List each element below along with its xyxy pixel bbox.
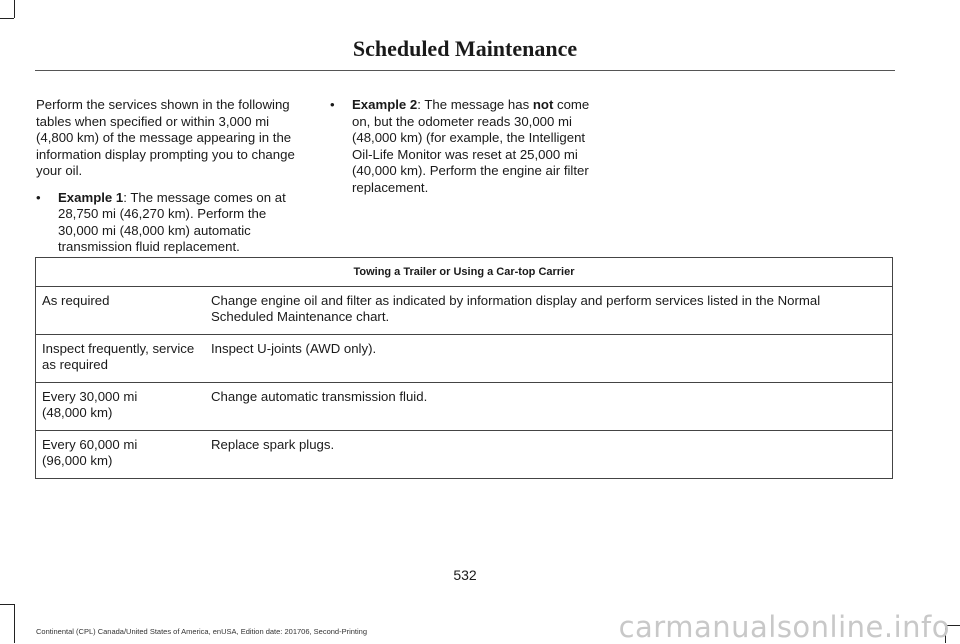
intro-paragraph: Perform the services shown in the following tables when specified or within 3,000 mi (4,800 km) of the message appearing in the information display prompting you to change your oil. [36, 97, 295, 178]
crop-mark [0, 18, 14, 19]
table-row [36, 430, 893, 478]
list-item [36, 190, 308, 256]
action-cell: Replace spark plugs. [205, 430, 893, 478]
example-label: Example 2 [352, 97, 418, 112]
right-column [330, 97, 602, 204]
bullet: • [36, 189, 41, 205]
maintenance-table [35, 257, 893, 479]
footer-text: Continental (CPL) Canada/United States of America, enUSA, Edition date: 201706, Second-Printing [36, 627, 368, 636]
example-text: : The message has [417, 97, 533, 112]
interval-cell: Inspect frequently, service as required [36, 334, 206, 382]
table-row [36, 334, 893, 382]
table-title: Towing a Trailer or Using a Car-top Carrier [36, 258, 893, 287]
crop-mark [14, 0, 15, 18]
table-row [36, 286, 893, 334]
example-list [36, 190, 308, 256]
emphasis-not: not [532, 97, 554, 112]
action-cell: Change engine oil and filter as indicated by information display and perform services listed in the Normal Scheduled Maintenance chart. [205, 286, 893, 334]
example-list [330, 97, 602, 196]
left-column [36, 97, 308, 264]
table-row [36, 382, 893, 430]
example-text: come on, but the odometer reads 30,000 mi (48,000 km) (for example, the Intelligent Oil-Life Monitor was reset at 25,000 mi (40,000 km). Perform the engine air filter replacement. [352, 97, 590, 195]
watermark: carmanualsonline.info [618, 610, 950, 644]
header-divider [35, 70, 895, 71]
page-number: 532 [453, 567, 477, 583]
list-item [330, 97, 602, 196]
interval-cell: Every 30,000 mi (48,000 km) [36, 382, 206, 430]
interval-cell: Every 60,000 mi (96,000 km) [36, 430, 206, 478]
crop-mark [0, 604, 14, 605]
bullet: • [330, 97, 335, 112]
action-cell: Inspect U-joints (AWD only). [205, 334, 893, 382]
crop-mark [14, 604, 15, 643]
page-title: Scheduled Maintenance [352, 36, 578, 61]
example-text: : The message comes on at 28,750 mi (46,270 km). Perform the 30,000 mi (48,000 km) automatic transmission fluid replacement. [58, 189, 286, 254]
example-label: Example 1 [58, 189, 124, 205]
interval-cell: As required [36, 286, 206, 334]
action-cell: Change automatic transmission fluid. [205, 382, 893, 430]
